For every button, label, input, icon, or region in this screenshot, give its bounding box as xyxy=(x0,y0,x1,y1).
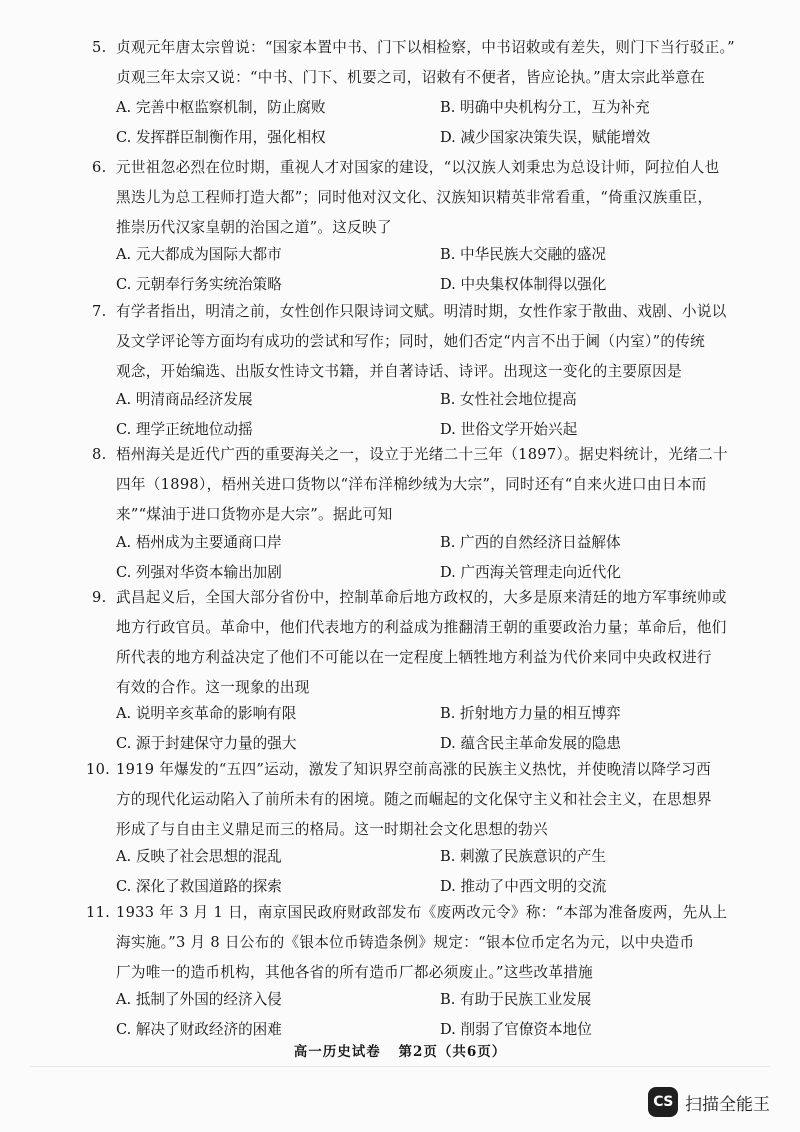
option-b: B. 中华民族大交融的盛况 xyxy=(440,246,606,263)
question-text-line: 武昌起义后，全国大部分省份中，控制革命后地方政权的，大多是原来清廷的地方军事统帅或 xyxy=(116,589,727,606)
question-text-line: 观念，开始编选、出版女性诗文书籍，并自著诗话、诗评。出现这一变化的主要原因是 xyxy=(116,363,682,380)
question-text-line: 1919 年爆发的“五四”运动，激发了知识界空前高涨的民族主义热忱，并使晚清以降学习西 xyxy=(116,761,711,778)
option-c: C. 理学正统地位动摇 xyxy=(116,421,253,438)
option-a: A. 完善中枢监察机制，防止腐败 xyxy=(116,99,326,116)
question-number: 8. xyxy=(92,446,107,463)
question-number: 7. xyxy=(92,303,107,320)
option-c: C. 源于封建保守力量的强大 xyxy=(116,735,297,752)
page-footer xyxy=(0,1040,800,1060)
question-number: 6. xyxy=(92,159,107,176)
question-text-line: 形成了与自由主义鼎足而三的格局。这一时期社会文化思想的勃兴 xyxy=(116,821,548,838)
question-6 xyxy=(92,153,726,243)
option-b: B. 女性社会地位提高 xyxy=(440,391,577,408)
question-text-line: 四年（1898），梧州关进口货物以“洋布洋棉纱绒为大宗”，同时还有“自来火进口由日本而 xyxy=(116,476,707,493)
scanner-app-name: 扫描全能王 xyxy=(685,1094,770,1115)
question-text-line: 来”“煤油于进口货物亦是大宗”。据此可知 xyxy=(116,506,393,523)
question-text-line: 及文学评论等方面均有成功的尝试和写作；同时，她们否定“内言不出于阃（内室）”的传统 xyxy=(116,333,706,350)
question-9 xyxy=(92,583,727,703)
option-a: A. 明清商品经济发展 xyxy=(116,391,253,408)
option-d: D. 蕴含民主革命发展的隐患 xyxy=(440,735,621,752)
option-d: D. 减少国家决策失误，赋能增效 xyxy=(440,129,651,146)
question-text-line: 贞观元年唐太宗曾说：“国家本置中书、门下以相检察，中书诏敕或有差失，则门下当行驳正。” xyxy=(116,39,735,56)
option-b: B. 刺激了民族意识的产生 xyxy=(440,848,606,865)
question-10 xyxy=(86,755,726,845)
option-b: B. 有助于民族工业发展 xyxy=(440,991,592,1008)
question-11 xyxy=(86,898,728,988)
exam-title: 高一历史试卷 xyxy=(293,1044,381,1060)
option-c: C. 列强对华资本输出加剧 xyxy=(116,564,282,581)
option-b: B. 明确中央机构分工，互为补充 xyxy=(440,99,650,116)
question-number: 10. xyxy=(86,761,111,778)
option-a: A. 梧州成为主要通商口岸 xyxy=(116,534,282,551)
question-text-line: 有学者指出，明清之前，女性创作只限诗词文赋。明清时期，女性作家于散曲、戏剧、小说以 xyxy=(116,303,727,320)
question-8 xyxy=(92,440,728,530)
option-a: A. 反映了社会思想的混乱 xyxy=(116,848,282,865)
question-5 xyxy=(92,33,735,93)
option-c: C. 深化了救国道路的探索 xyxy=(116,878,282,895)
option-d: D. 世俗文学开始兴起 xyxy=(440,421,578,438)
question-number: 5. xyxy=(92,39,107,56)
option-c: C. 解决了财政经济的困难 xyxy=(116,1021,282,1038)
question-text-line: 地方行政官员。革命中，他们代表地方的利益成为推翻清王朝的重要政治力量；革命后，他们 xyxy=(116,619,727,636)
question-text-line: 海实施。”3 月 8 日公布的《银本位币铸造条例》规定：“银本位币定名为元，以中央造币 xyxy=(116,934,695,951)
option-a: A. 抵制了外国的经济入侵 xyxy=(116,991,282,1008)
option-d: D. 广西海关管理走向近代化 xyxy=(440,564,621,581)
question-text-line: 梧州海关是近代广西的重要海关之一，设立于光绪二十三年（1897）。据史料统计，光绪二十 xyxy=(116,446,728,463)
option-d: D. 推动了中西文明的交流 xyxy=(440,878,607,895)
question-text-line: 厂为唯一的造币机构，其他各省的所有造币厂都必须废止。”这些改革措施 xyxy=(116,964,594,981)
page-number: 第2页（共6页） xyxy=(398,1044,507,1060)
option-a: A. 说明辛亥革命的影响有限 xyxy=(116,705,297,722)
option-b: B. 广西的自然经济日益解体 xyxy=(440,534,621,551)
question-text-line: 1933 年 3 月 1 日，南京国民政府财政部发布《废两改元令》称：“本部为准备废两，先从上 xyxy=(116,904,728,921)
option-c: C. 元朝奉行务实统治策略 xyxy=(116,276,282,293)
question-text-line: 所代表的地方利益决定了他们不可能以在一定程度上牺牲地方利益为代价来同中央政权进行 xyxy=(116,649,712,666)
question-text-line: 黑迭儿为总工程师打造大都”；同时他对汉文化、汉族知识精英非常看重，“倚重汉族重臣， xyxy=(116,189,713,206)
option-b: B. 折射地方力量的相互博弈 xyxy=(440,705,621,722)
option-a: A. 元大都成为国际大都市 xyxy=(116,246,282,263)
question-text-line: 推崇历代汉家皇朝的治国之道”。这反映了 xyxy=(116,219,392,236)
question-number: 11. xyxy=(86,904,111,921)
camscanner-logo-icon: CS xyxy=(648,1087,678,1117)
option-d: D. 中央集权体制得以强化 xyxy=(440,276,607,293)
question-text-line: 元世祖忽必烈在位时期，重视人才对国家的建设，“以汉族人刘秉忠为总设计师，阿拉伯人也 xyxy=(116,159,720,176)
question-text-line: 有效的合作。这一现象的出现 xyxy=(116,679,310,696)
footer-divider xyxy=(30,1066,770,1067)
question-7 xyxy=(92,297,727,387)
option-d: D. 削弱了官僚资本地位 xyxy=(440,1021,592,1038)
question-number: 9. xyxy=(92,589,107,606)
question-text-line: 贞观三年太宗又说：“中书、门下、机要之司，诏敕有不便者，皆应论执。”唐太宗此举意在 xyxy=(116,69,706,86)
option-c: C. 发挥群臣制衡作用，强化相权 xyxy=(116,129,326,146)
question-text-line: 方的现代化运动陷入了前所未有的困境。随之而崛起的文化保守主义和社会主义，在思想界 xyxy=(116,791,712,808)
scanner-watermark xyxy=(648,1085,770,1119)
